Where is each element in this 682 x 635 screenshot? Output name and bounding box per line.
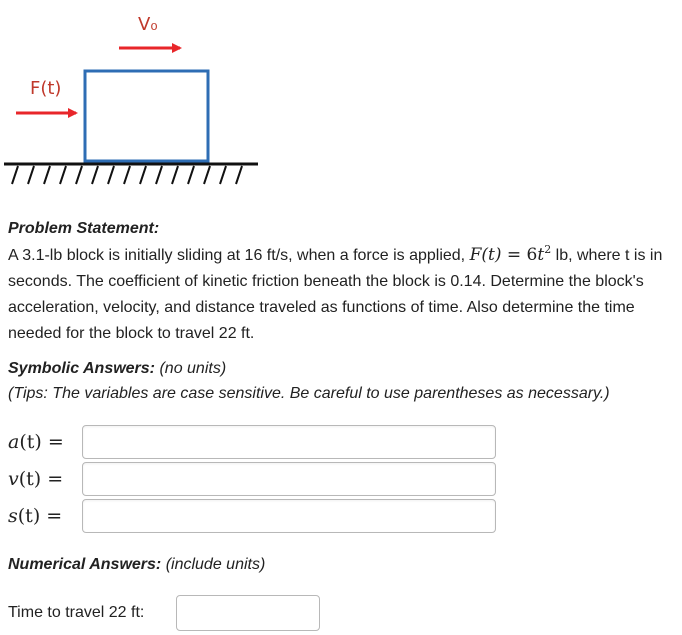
- velocity-input[interactable]: [82, 462, 496, 496]
- block-diagram: [4, 8, 258, 196]
- acceleration-label: a(t) =: [8, 431, 64, 453]
- answer-row-acceleration: [8, 425, 496, 459]
- force-function: F(t): [469, 245, 502, 265]
- symbolic-heading-line: [8, 357, 226, 381]
- problem-text: [8, 242, 680, 347]
- velocity-label: V₀: [138, 14, 158, 35]
- answer-row-distance: [8, 499, 496, 533]
- problem-statement: [8, 216, 680, 347]
- force-exponent: 2: [544, 243, 552, 256]
- answer-row-velocity: [8, 462, 496, 496]
- problem-text-part-1: A 3.1-lb block is initially sliding at 16 ft/s, when a force is applied,: [8, 247, 470, 264]
- time-input[interactable]: [176, 595, 320, 631]
- time-label: Time to travel 22 ft:: [8, 604, 145, 621]
- distance-label: s(t) =: [8, 505, 63, 527]
- force-equals: = 6: [501, 245, 538, 265]
- numerical-note: (include units): [161, 556, 266, 573]
- ground-hatching: [12, 166, 242, 184]
- symbolic-tips: (Tips: The variables are case sensitive. Be careful to use parentheses as necessary.): [8, 385, 610, 402]
- force-variable: t: [537, 245, 545, 265]
- acceleration-input[interactable]: [82, 425, 496, 459]
- symbolic-note: (no units): [155, 360, 227, 377]
- distance-input[interactable]: [82, 499, 496, 533]
- numerical-heading: Numerical Answers:: [8, 556, 162, 573]
- symbolic-heading: Symbolic Answers:: [8, 360, 156, 377]
- problem-text-part-2: lb, where t is in seconds. The coefficient of kinetic friction beneath the block is 0.14. Determine the block's acceleration, velocity, and distance traveled as functions of time. Also determine the time needed for the block to travel 22 ft.: [8, 247, 663, 342]
- block: [85, 71, 208, 161]
- numerical-heading-line: [8, 553, 265, 577]
- velocity-label-eq: v(t) =: [8, 468, 64, 490]
- force-label: F(t): [30, 78, 62, 99]
- problem-figure: [4, 8, 258, 196]
- time-row: [8, 595, 320, 631]
- problem-heading: Problem Statement:: [8, 220, 160, 237]
